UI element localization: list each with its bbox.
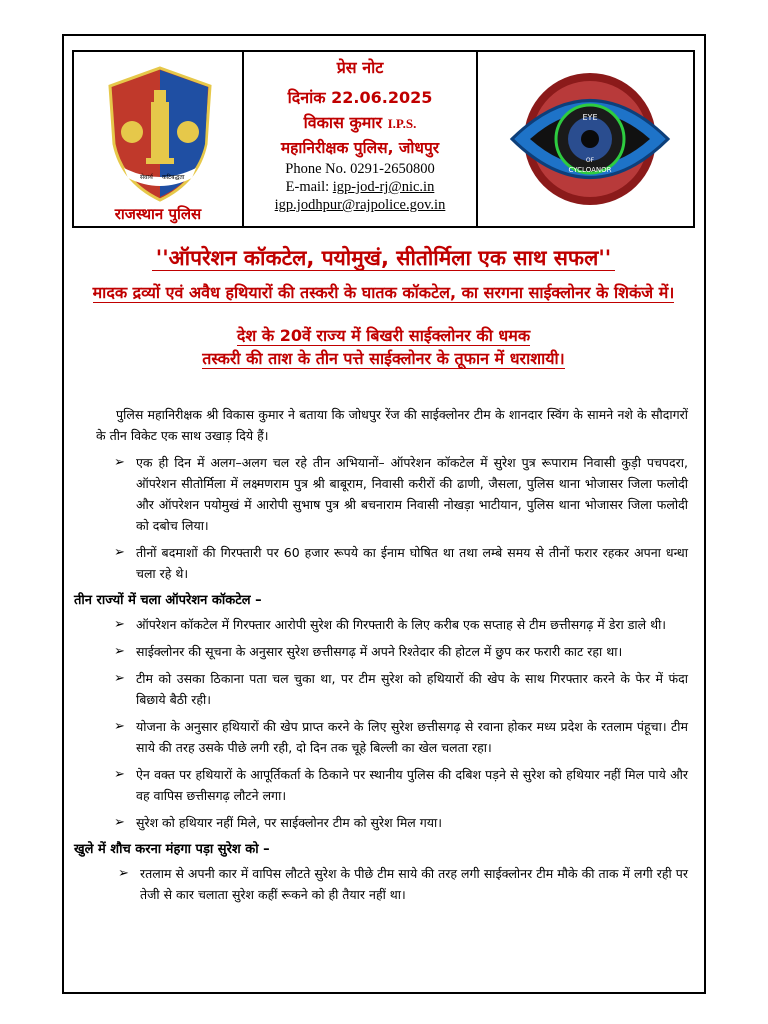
eye-of-cycloanor-logo-icon: [506, 64, 674, 214]
bullet-item: ➢ तीनों बदमाशों की गिरफ्तारी पर 60 हजार रूपये का ईनाम घोषित था तथा लम्बे समय से तीनों फरार रहकर अपना धन्धा चला रहे थे।: [114, 542, 688, 584]
bullet-item: ➢ सुरेश को हथियार नहीं मिले, पर साईक्लोनर टीम को सुरेश मिल गया।: [114, 812, 688, 833]
logo-of-text: OF: [585, 157, 595, 164]
officer-name-line: [244, 111, 476, 133]
section-heading-operation-cocktail: तीन राज्यों में चला ऑपरेशन कॉकटेल –: [74, 593, 262, 608]
email-link-2[interactable]: igp.jodhpur@rajpolice.gov.in: [274, 197, 446, 213]
press-note-title: प्रेस नोट: [336, 58, 384, 77]
intro-paragraph: पुलिस महानिरीक्षक श्री विकास कुमार ने बताया कि जोधपुर रेंज की साईक्लोनर टीम के शानदार स्विंग के सामने नशे के सौदागरों के तीन विकेट एक साथ उखाड़ दिये हैं।: [96, 407, 688, 443]
letterhead-table: [72, 50, 695, 228]
email-line-2: [244, 197, 476, 214]
arrow-bullet-icon: ➢: [114, 815, 125, 830]
bullet-item: ➢ रतलाम से अपनी कार में वापिस लौटते सुरेश के पीछे टीम साये की तरह लगी साईक्लोनर टीम मौके की ताक में लगी रही पर तेजी से कार चलाता सुरेश कहीं रूकने को ही तैयार नहीं था।: [118, 863, 688, 905]
sub-headline-3: तस्करी की ताश के तीन पत्ते साईक्लोनर के तूफान में धराशायी।: [202, 349, 565, 368]
date-prefix: दिनांक: [287, 88, 332, 107]
press-note-date-line: [244, 86, 476, 108]
bullet-item: ➢ ऑपरेशन कॉकटेल में गिरफ्तार आरोपी सुरेश की गिरफ्तारी के लिए करीब एक सप्ताह से टीम छत्तीसगढ़ में डेरा डाले थी।: [114, 614, 688, 635]
arrow-bullet-icon: ➢: [114, 545, 125, 560]
arrow-bullet-icon: ➢: [114, 644, 125, 659]
bullet-item: ➢ योजना के अनुसार हथियारों की खेप प्राप्त करने के लिए सुरेश छत्तीसगढ़ से रवाना होकर मध्य प्रदेश के रतलाम पंहूचा। टीम साये की तरह उसके पीछे लगी रही, दो दिन तक चूहे बिल्ली का खेल चलता रहा।: [114, 716, 688, 758]
bullet-item: ➢ साईक्लोनर की सूचना के अनुसार सुरेश छत्तीसगढ़ में अपने रिश्तेदार की होटल में छुप कर फरारी काट रहा था।: [114, 641, 688, 662]
sub-headline-1: मादक द्रव्यों एवं अवैध हथियारों की तस्करी के घातक कॉकटेल, का सरगना साईक्लोनर के शिकंजे में।: [92, 283, 675, 302]
rajasthan-police-label: राजस्थान पुलिस: [114, 205, 202, 223]
logo-eye-text: EYE: [582, 113, 598, 122]
press-note-date: 22.06.2025: [331, 88, 433, 107]
arrow-bullet-icon: ➢: [118, 866, 129, 881]
press-note-info-cell: [244, 52, 478, 226]
sub-headline-2: देश के 20वें राज्य में बिखरी साईक्लोनर की धमक: [236, 326, 531, 345]
arrow-bullet-icon: ➢: [114, 671, 125, 686]
section-heading-open-defecation: खुले में शौच करना मंहगा पड़ा सुरेश को –: [74, 842, 270, 857]
arrow-bullet-icon: ➢: [114, 719, 125, 734]
bullet-item: ➢ टीम को उसका ठिकाना पता चल चुका था, पर टीम सुरेश को हथियारों की खेप के साथ गिरफ्तार करने के फेर में फंदा बिछाये बैठी रही।: [114, 668, 688, 710]
arrow-bullet-icon: ➢: [114, 455, 125, 470]
arrow-bullet-icon: ➢: [114, 617, 125, 632]
emblem-badge-left: सेवार्थ: [140, 174, 153, 181]
phone-number: Phone No. 0291-2650800: [285, 161, 435, 177]
officer-ips: I.P.S.: [387, 116, 417, 131]
main-headline: ''ऑपरेशन कॉकटेल, पयोमुखं, सीतोर्मिला एक साथ सफल'': [72, 244, 695, 272]
rajasthan-police-logo-cell: [74, 52, 244, 226]
emblem-badge-right: कटिबद्धता: [162, 174, 185, 181]
officer-name: विकास कुमार: [303, 113, 388, 132]
bullet-item: ➢ ऐन वक्त पर हथियारों के आपूर्तिकर्ता के ठिकाने पर स्थानीय पुलिस की दबिश पड़ने से सुरेश को हथियार नहीं मिल पाये और वह वापिस छत्तीसगढ़ लौटने लगा।: [114, 764, 688, 806]
arrow-bullet-icon: ➢: [114, 767, 125, 782]
email-label: E-mail:: [285, 179, 333, 195]
bullet-item: ➢ एक ही दिन में अलग–अलग चल रहे तीन अभियानों– ऑपरेशन कॉकटेल में सुरेश पुत्र रूपाराम निवासी कुड़ी पचपदरा, ऑपरेशन सीतोर्मिला में लक्ष्मणराम पुत्र श्री बाबूराम, निवासी करीरों की ढाणी, जैसला, पुलिस थाना भोजासर जिला फलोदी और ऑपरेशन पयोमुखं में आरोपी सुभाष पुत्र श्री बचनाराम निवासी नोखड़ा भाटीयान, पुलिस थाना भोजासर जिला फलोदी को दबोच लिया।: [114, 452, 688, 536]
email-line: [244, 179, 476, 196]
email-link-1[interactable]: igp-jod-rj@nic.in: [332, 179, 435, 195]
press-note-body: [74, 404, 688, 911]
cycloanor-logo-cell: [478, 52, 693, 226]
rajasthan-police-emblem-icon: [102, 64, 218, 204]
logo-cycloanor-text: CYCLOANOR: [568, 166, 612, 174]
officer-designation: महानिरीक्षक पुलिस, जोधपुर: [280, 139, 440, 157]
